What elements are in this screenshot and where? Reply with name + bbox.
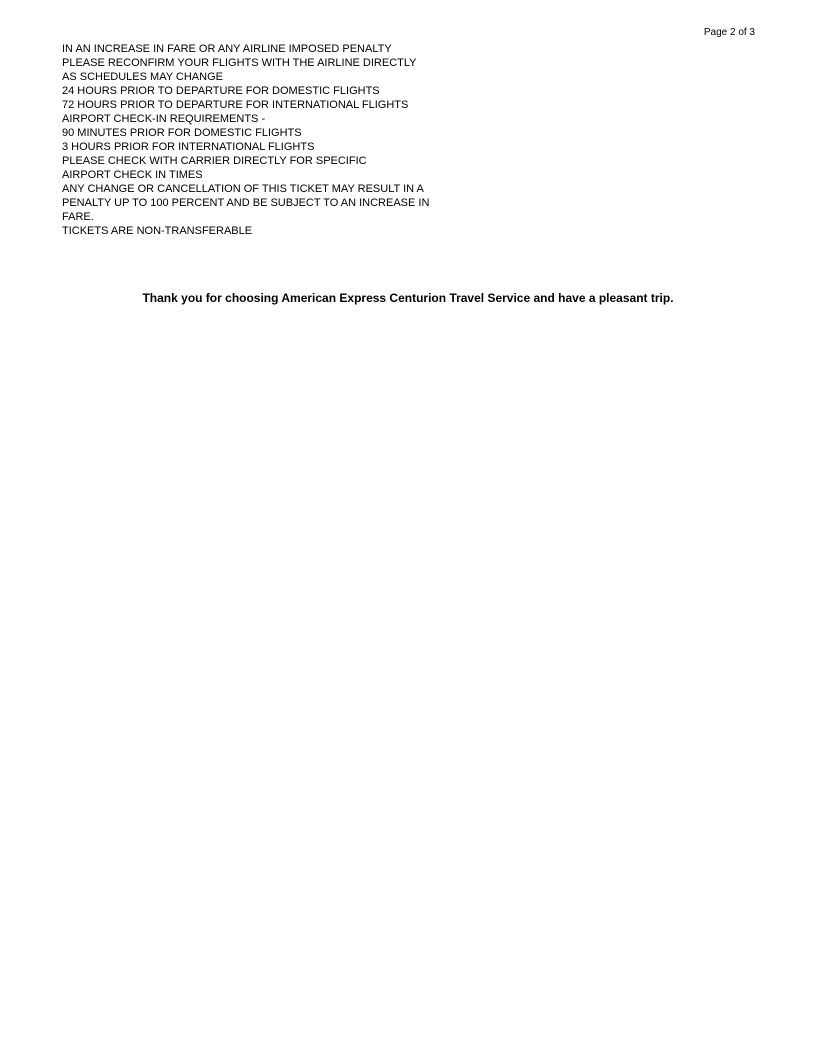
- notice-line: ANY CHANGE OR CANCELLATION OF THIS TICKET MAY RESULT IN A: [62, 183, 424, 195]
- notice-line: PLEASE RECONFIRM YOUR FLIGHTS WITH THE AIRLINE DIRECTLY: [62, 57, 417, 69]
- notice-line: AIRPORT CHECK-IN REQUIREMENTS -: [62, 113, 266, 125]
- page-number: Page 2 of 3: [703, 27, 755, 38]
- notice-line: TICKETS ARE NON-TRANSFERABLE: [62, 225, 253, 237]
- notice-line: 72 HOURS PRIOR TO DEPARTURE FOR INTERNATIONAL FLIGHTS: [62, 99, 409, 111]
- notice-line: AIRPORT CHECK IN TIMES: [62, 169, 203, 181]
- ticket-notice-block: [62, 42, 429, 238]
- notice-line: 3 HOURS PRIOR FOR INTERNATIONAL FLIGHTS: [62, 141, 315, 153]
- notice-line: PLEASE CHECK WITH CARRIER DIRECTLY FOR SPECIFIC: [62, 155, 367, 167]
- notice-line: FARE.: [62, 211, 94, 223]
- notice-line: 24 HOURS PRIOR TO DEPARTURE FOR DOMESTIC FLIGHTS: [62, 85, 380, 97]
- closing-message: Thank you for choosing American Express Centurion Travel Service and have a pleasant trip.: [142, 291, 674, 305]
- notice-line: PENALTY UP TO 100 PERCENT AND BE SUBJECT TO AN INCREASE IN: [62, 197, 430, 209]
- notice-line: AS SCHEDULES MAY CHANGE: [62, 71, 223, 83]
- notice-line: 90 MINUTES PRIOR FOR DOMESTIC FLIGHTS: [62, 127, 302, 139]
- notice-line: IN AN INCREASE IN FARE OR ANY AIRLINE IMPOSED PENALTY: [62, 43, 392, 55]
